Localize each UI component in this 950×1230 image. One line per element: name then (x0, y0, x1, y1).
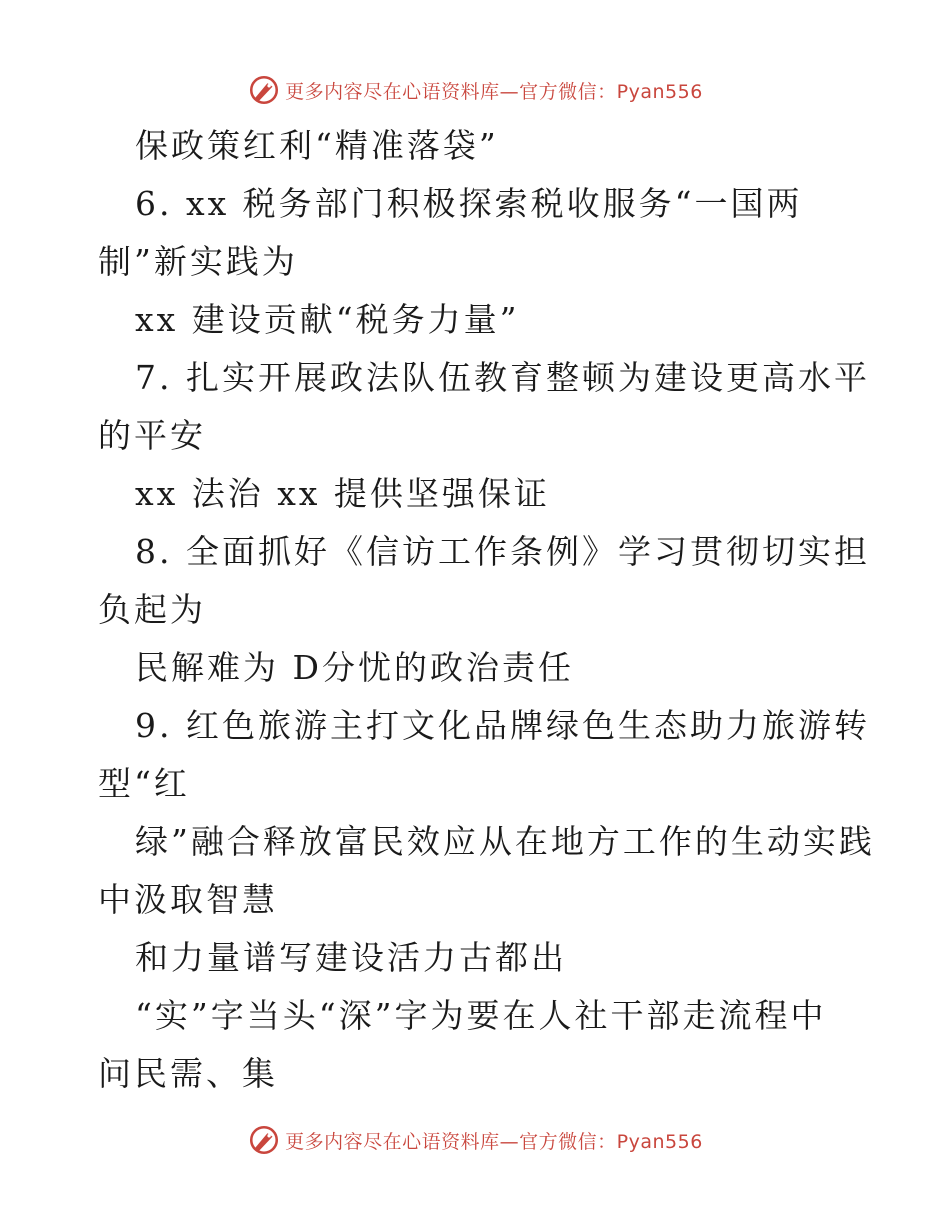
body-line: 和力量谱写建设活力古都出 (135, 938, 567, 977)
body-line: 保政策红利“精准落袋” (135, 126, 499, 165)
body-line: 民解难为 D分忧的政治责任 (135, 648, 574, 687)
body-line: 制”新实践为 (98, 242, 298, 281)
header-watermark-banner (0, 70, 950, 110)
footer-watermark-text: 更多内容尽在心语资料库—官方微信：Pyan556 (285, 1130, 703, 1153)
footer-watermark-banner (0, 1120, 950, 1160)
body-line: 问民需、集 (98, 1054, 278, 1093)
body-line: 的平安 (98, 416, 206, 455)
body-line: 8. 全面抓好《信访工作条例》学习贯彻切实担 (135, 532, 870, 571)
body-line: 负起为 (98, 590, 206, 629)
body-line: “实”字当头“深”字为要在人社干部走流程中 (135, 996, 827, 1035)
body-line: 7. 扎实开展政法队伍教育整顿为建设更高水平 (135, 358, 870, 397)
body-line: xx 建设贡献“税务力量” (135, 300, 520, 339)
header-watermark-text: 更多内容尽在心语资料库—官方微信：Pyan556 (285, 80, 703, 103)
body-line: 型“红 (98, 764, 190, 803)
pen-nib-logo-icon (247, 73, 281, 107)
pen-nib-logo-icon (247, 1123, 281, 1157)
body-line: 绿”融合释放富民效应从在地方工作的生动实践 (135, 822, 875, 861)
body-line: 中汲取智慧 (98, 880, 278, 919)
body-line: 9. 红色旅游主打文化品牌绿色生态助力旅游转 (135, 706, 870, 745)
body-line: 6. xx 税务部门积极探索税收服务“一国两 (135, 184, 803, 223)
body-line: xx 法治 xx 提供坚强保证 (135, 474, 550, 513)
